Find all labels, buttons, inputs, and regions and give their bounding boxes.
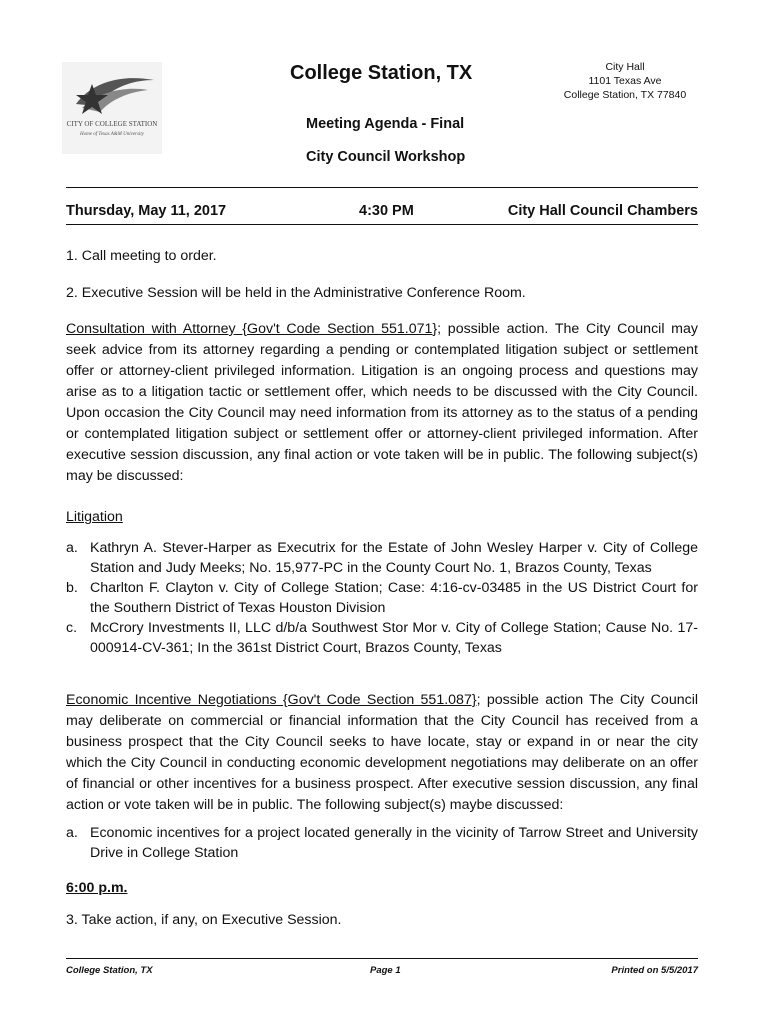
attorney-consultation-link[interactable]: Consultation with Attorney {Gov't Code Section 551.071}; — [66, 321, 442, 337]
footer-left: College Station, TX — [66, 965, 153, 976]
agenda-item-2: 2. Executive Session will be held in the Administrative Conference Room. — [66, 285, 526, 301]
time-heading: 6:00 p.m. — [66, 880, 128, 896]
economic-incentive-link[interactable]: Economic Incentive Negotiations {Gov't Code Section 551.087}; — [66, 692, 481, 708]
meeting-time: 4:30 PM — [359, 203, 414, 219]
document-type: Meeting Agenda - Final — [306, 116, 465, 132]
list-item — [66, 538, 698, 578]
list-item-text: Kathryn A. Stever-Harper as Executrix for the Estate of John Wesley Harper v. City of College Station and Judy Meeks; No. 15,977-PC in the County Court No. 1, Brazos County, Texas — [90, 540, 698, 576]
list-marker: a. — [66, 825, 78, 841]
agenda-item-3: 3. Take action, if any, on Executive Session. — [66, 912, 342, 928]
city-name: College Station, TX — [290, 62, 473, 84]
agenda-item-1: 1. Call meeting to order. — [66, 248, 217, 264]
city-logo — [62, 62, 162, 154]
economic-incentive-paragraph — [66, 690, 698, 816]
list-item-text: Charlton F. Clayton v. City of College Station; Case: 4:16-cv-03485 in the US District Court for the Southern District of Texas Houston Division — [90, 580, 698, 616]
footer-rule — [66, 958, 698, 959]
address-line-3: College Station, TX 77840 — [563, 89, 687, 101]
list-item — [66, 823, 698, 863]
list-item-text: McCrory Investments II, LLC d/b/a Southwest Stor Mor v. City of College Station; Cause No. 17-000914-CV-361; In the 361st District Court, Brazos County, Texas — [90, 620, 698, 656]
header-rule-bottom — [66, 224, 698, 225]
economic-incentive-text: possible action The City Council may deliberate on commercial or financial information that the City Council has received from a business prospect that the City Council seeks to have locate, stay or expand in or near the city which the City Council in conducting economic development negotiations may deliberate on an offer of financial or other incentives for a business prospect. After executive session discussion, any final action or vote taken will be in public. The following subject(s) maybe discussed: — [66, 692, 698, 813]
litigation-list — [66, 538, 698, 658]
footer-printed-date: Printed on 5/5/2017 — [611, 965, 698, 976]
footer-page-number: Page 1 — [370, 965, 401, 976]
economic-incentive-list — [66, 823, 698, 863]
list-marker: b. — [66, 580, 78, 596]
address-block — [555, 60, 695, 102]
list-item — [66, 578, 698, 618]
attorney-consultation-text: possible action. The City Council may seek advice from its attorney regarding a pending or contemplated litigation subject or settlement offer or attorney-client privileged information. Litigation is an ongoing process and questions may arise as to a litigation tactic or settlement offer, which needs to be discussed with the City Council. Upon occasion the City Council may need information from its attorney as to the status of a pending or contemplated litigation subject or settlement offer or attorney-client privileged information. After executive session discussion, any final action or vote taken will be in public. The following subject(s) may be discussed: — [66, 321, 698, 484]
list-marker: a. — [66, 540, 78, 556]
litigation-heading: Litigation — [66, 509, 123, 525]
body-name: City Council Workshop — [306, 149, 466, 165]
address-line-1: City Hall — [605, 61, 645, 73]
address-line-2: 1101 Texas Ave — [588, 75, 662, 87]
list-item — [66, 618, 698, 658]
list-marker: c. — [66, 620, 78, 636]
attorney-consultation-paragraph — [66, 319, 698, 487]
logo-text-line1: CITY OF COLLEGE STATION — [66, 120, 158, 128]
logo-text-line2: Home of Texas A&M University — [80, 132, 144, 137]
meeting-date: Thursday, May 11, 2017 — [66, 203, 227, 219]
header-rule-top — [66, 187, 698, 188]
list-item-text: Economic incentives for a project located generally in the vicinity of Tarrow Street and University Drive in College Station — [90, 825, 698, 861]
star-swoosh-icon — [62, 62, 162, 154]
meeting-location: City Hall Council Chambers — [507, 203, 698, 219]
